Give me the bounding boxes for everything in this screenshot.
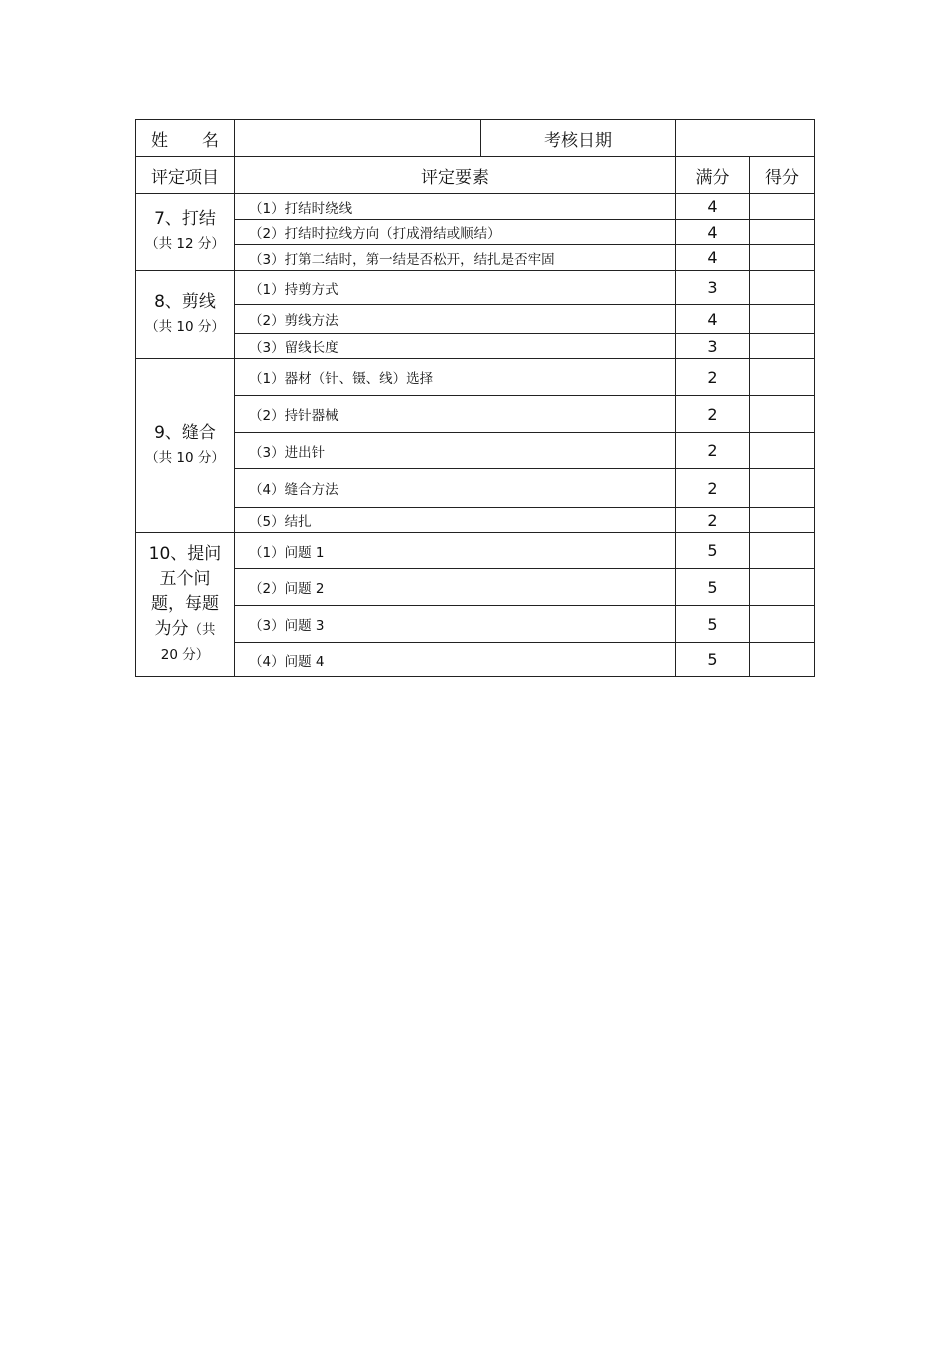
score-input-cell[interactable] bbox=[750, 194, 815, 220]
element-cell: （2）打结时拉线方向（打成滑结或顺结） bbox=[235, 220, 676, 245]
element-cell: （1）器材（针、镊、线）选择 bbox=[235, 359, 676, 396]
score-input-cell[interactable] bbox=[750, 271, 815, 305]
section-title-line: 为分 bbox=[154, 618, 189, 639]
score-input-cell[interactable] bbox=[750, 433, 815, 469]
score-input-cell[interactable] bbox=[750, 220, 815, 245]
element-cell: （2）问题 2 bbox=[235, 569, 676, 606]
name-field[interactable] bbox=[235, 120, 481, 157]
section-subtitle: （共 10 分） bbox=[145, 318, 225, 335]
table-row bbox=[136, 245, 815, 271]
column-item-header: 评定项目 bbox=[136, 157, 235, 194]
section-7-category bbox=[136, 194, 235, 271]
element-cell: （3）问题 3 bbox=[235, 606, 676, 643]
section-subtitle: （共 12 分） bbox=[145, 236, 225, 252]
element-cell: （2）剪线方法 bbox=[235, 305, 676, 334]
full-score-cell: 5 bbox=[676, 533, 750, 569]
table-row bbox=[136, 305, 815, 334]
section-10-category bbox=[136, 533, 235, 677]
score-input-cell[interactable] bbox=[750, 359, 815, 396]
full-score-cell: 2 bbox=[676, 396, 750, 433]
date-label: 考核日期 bbox=[481, 120, 676, 157]
section-subtitle: （共 10 分） bbox=[145, 449, 225, 466]
element-cell: （1）问题 1 bbox=[235, 533, 676, 569]
section-title: 8、剪线 bbox=[154, 291, 216, 312]
score-input-cell[interactable] bbox=[750, 396, 815, 433]
full-score-cell: 5 bbox=[676, 643, 750, 677]
element-cell: （1）持剪方式 bbox=[235, 271, 676, 305]
score-input-cell[interactable] bbox=[750, 508, 815, 533]
full-score-cell: 2 bbox=[676, 469, 750, 508]
full-score-cell: 3 bbox=[676, 271, 750, 305]
table-row bbox=[136, 433, 815, 469]
table-row bbox=[136, 508, 815, 533]
table-row bbox=[136, 469, 815, 508]
score-input-cell[interactable] bbox=[750, 334, 815, 359]
element-cell: （5）结扎 bbox=[235, 508, 676, 533]
table-row bbox=[136, 396, 815, 433]
score-input-cell[interactable] bbox=[750, 305, 815, 334]
full-score-cell: 4 bbox=[676, 245, 750, 271]
full-score-cell: 3 bbox=[676, 334, 750, 359]
section-title-line: 10、提问 bbox=[148, 543, 222, 564]
section-subtitle: （共 bbox=[188, 621, 216, 638]
name-label: 姓 名 bbox=[136, 120, 235, 157]
score-input-cell[interactable] bbox=[750, 643, 815, 677]
section-8-category bbox=[136, 271, 235, 359]
table-row bbox=[136, 533, 815, 569]
element-cell: （3）进出针 bbox=[235, 433, 676, 469]
table-row bbox=[136, 359, 815, 396]
section-9-category bbox=[136, 359, 235, 533]
full-score-cell: 2 bbox=[676, 433, 750, 469]
full-score-cell: 4 bbox=[676, 194, 750, 220]
section-subtitle-tail: 20 分） bbox=[160, 646, 210, 663]
column-score-header: 得分 bbox=[750, 157, 815, 194]
section-title-line: 题，每题 bbox=[151, 593, 219, 614]
section-title-line: 五个问 bbox=[159, 568, 211, 589]
element-cell: （2）持针器械 bbox=[235, 396, 676, 433]
table-row bbox=[136, 643, 815, 677]
element-cell: （4）问题 4 bbox=[235, 643, 676, 677]
full-score-cell: 5 bbox=[676, 569, 750, 606]
section-title: 7、打结 bbox=[154, 209, 216, 229]
table-row bbox=[136, 194, 815, 220]
date-field[interactable] bbox=[676, 120, 815, 157]
full-score-cell: 5 bbox=[676, 606, 750, 643]
table-row bbox=[136, 569, 815, 606]
full-score-cell: 2 bbox=[676, 359, 750, 396]
score-input-cell[interactable] bbox=[750, 245, 815, 271]
table-row bbox=[136, 334, 815, 359]
column-full-score-header: 满分 bbox=[676, 157, 750, 194]
table-row bbox=[136, 220, 815, 245]
table-row bbox=[136, 606, 815, 643]
full-score-cell: 4 bbox=[676, 220, 750, 245]
score-input-cell[interactable] bbox=[750, 533, 815, 569]
element-cell: （4）缝合方法 bbox=[235, 469, 676, 508]
element-cell: （3）留线长度 bbox=[235, 334, 676, 359]
full-score-cell: 4 bbox=[676, 305, 750, 334]
assessment-table bbox=[135, 119, 815, 677]
section-title: 9、缝合 bbox=[154, 422, 216, 443]
table-row bbox=[136, 271, 815, 305]
score-input-cell[interactable] bbox=[750, 606, 815, 643]
element-cell: （3）打第二结时，第一结是否松开，结扎是否牢固 bbox=[235, 245, 676, 271]
full-score-cell: 2 bbox=[676, 508, 750, 533]
score-input-cell[interactable] bbox=[750, 469, 815, 508]
score-input-cell[interactable] bbox=[750, 569, 815, 606]
column-element-header: 评定要素 bbox=[235, 157, 676, 194]
element-cell: （1）打结时绕线 bbox=[235, 194, 676, 220]
